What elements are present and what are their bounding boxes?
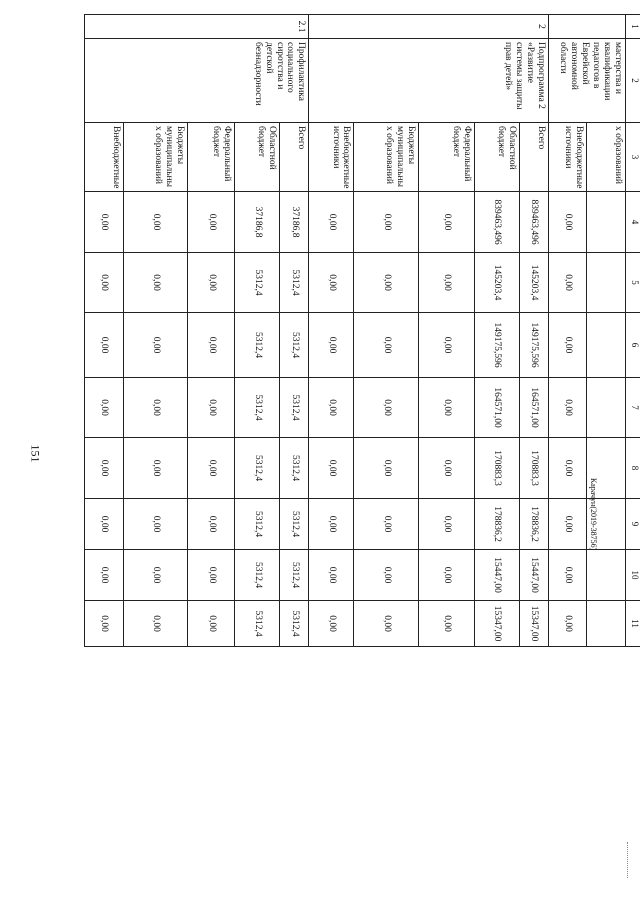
funding-source: Федеральный бюджет (418, 123, 474, 192)
page-number: 151 (28, 444, 43, 463)
value-cell: 0,00 (309, 313, 354, 378)
value-cell (587, 378, 626, 438)
value-cell: 0,00 (354, 192, 418, 253)
value-cell: 0,00 (548, 192, 587, 253)
margin-mark (627, 842, 630, 878)
column-header: 9 (626, 499, 640, 550)
value-cell: 170883,3 (474, 438, 519, 499)
value-cell: 5312,4 (280, 378, 309, 438)
value-cell: 0,00 (309, 438, 354, 499)
value-cell (587, 438, 626, 499)
value-cell: 0,00 (418, 499, 474, 550)
value-cell: 0,00 (309, 601, 354, 647)
value-cell: 15347,00 (519, 601, 548, 647)
value-cell: 0,00 (188, 378, 235, 438)
value-cell: 0,00 (309, 253, 354, 313)
value-cell: 15447,00 (519, 550, 548, 601)
value-cell: 149175,596 (474, 313, 519, 378)
funding-source: Областной бюджет (235, 123, 280, 192)
column-header: 4 (626, 192, 640, 253)
value-cell: 0,00 (418, 601, 474, 647)
column-header: 5 (626, 253, 640, 313)
value-cell: 0,00 (85, 378, 124, 438)
value-cell: 0,00 (188, 550, 235, 601)
value-cell: 0,00 (548, 550, 587, 601)
column-header: 2 (626, 39, 640, 123)
funding-source: Всего (519, 123, 548, 192)
value-cell: 170883,3 (519, 438, 548, 499)
value-cell: 0,00 (188, 192, 235, 253)
value-cell: 0,00 (354, 499, 418, 550)
value-cell: 178836,2 (519, 499, 548, 550)
funding-source: Внебюджетные источники (309, 123, 354, 192)
value-cell: 0,00 (188, 253, 235, 313)
value-cell (587, 253, 626, 313)
table-row (519, 15, 548, 647)
value-cell: 0,00 (354, 601, 418, 647)
value-cell: 0,00 (309, 550, 354, 601)
value-cell: 0,00 (354, 313, 418, 378)
side-note: Карачун(2019-38756) (589, 478, 598, 551)
header-row (626, 15, 640, 647)
column-header: 3 (626, 123, 640, 192)
value-cell: 5312,4 (235, 601, 280, 647)
funding-source: Федеральный бюджет (188, 123, 235, 192)
value-cell: 0,00 (548, 438, 587, 499)
row-index-cell (548, 15, 625, 39)
value-cell: 149175,596 (519, 313, 548, 378)
value-cell: 0,00 (548, 313, 587, 378)
value-cell: 0,00 (188, 601, 235, 647)
value-cell: 0,00 (123, 192, 187, 253)
value-cell: 0,00 (123, 253, 187, 313)
value-cell: 0,00 (354, 438, 418, 499)
value-cell: 0,00 (123, 550, 187, 601)
value-cell: 0,00 (548, 378, 587, 438)
value-cell: 0,00 (85, 192, 124, 253)
funding-source: Бюджеты муниципальны х образований (123, 123, 187, 192)
rotated-table-wrapper (84, 14, 640, 646)
row-index-cell: 2.1 (85, 15, 309, 39)
value-cell: 5312,4 (235, 499, 280, 550)
value-cell (587, 550, 626, 601)
value-cell: 0,00 (123, 601, 187, 647)
value-cell: 0,00 (85, 253, 124, 313)
column-header: 1 (626, 15, 640, 39)
value-cell: 37186,8 (235, 192, 280, 253)
row-index-cell: 2 (309, 15, 548, 39)
value-cell: 5312,4 (235, 438, 280, 499)
value-cell: 839463,496 (474, 192, 519, 253)
value-cell: 164571,00 (519, 378, 548, 438)
funding-source: Внебюджетные источники (548, 123, 587, 192)
value-cell: 0,00 (354, 550, 418, 601)
column-header: 7 (626, 378, 640, 438)
value-cell: 0,00 (309, 378, 354, 438)
value-cell: 5312,4 (235, 550, 280, 601)
column-header: 10 (626, 550, 640, 601)
value-cell (587, 499, 626, 550)
value-cell: 15347,00 (474, 601, 519, 647)
value-cell: 0,00 (123, 438, 187, 499)
value-cell (587, 313, 626, 378)
value-cell: 0,00 (85, 438, 124, 499)
value-cell: 145203,4 (474, 253, 519, 313)
column-header: 6 (626, 313, 640, 378)
measure-name: Профилактика социального сиротства и детской безнадзорности (85, 39, 309, 123)
value-cell: 0,00 (418, 192, 474, 253)
value-cell: 839463,496 (519, 192, 548, 253)
value-cell: 178836,2 (474, 499, 519, 550)
value-cell: 5312,4 (280, 550, 309, 601)
value-cell: 0,00 (418, 313, 474, 378)
table-row (280, 15, 309, 647)
value-cell: 0,00 (548, 499, 587, 550)
value-cell: 5312,4 (235, 378, 280, 438)
value-cell: 0,00 (309, 192, 354, 253)
value-cell: 15447,00 (474, 550, 519, 601)
value-cell: 0,00 (354, 378, 418, 438)
value-cell: 0,00 (85, 313, 124, 378)
budget-table (84, 14, 640, 647)
value-cell: 5312,4 (280, 253, 309, 313)
value-cell (587, 601, 626, 647)
value-cell: 0,00 (123, 313, 187, 378)
value-cell: 5312,4 (235, 253, 280, 313)
value-cell: 0,00 (85, 550, 124, 601)
value-cell: 0,00 (418, 550, 474, 601)
value-cell: 0,00 (85, 601, 124, 647)
value-cell: 0,00 (418, 378, 474, 438)
measure-name: Подпрограмма 2 «Развитие системы защиты прав детей» (309, 39, 548, 123)
table-row (587, 15, 626, 647)
column-header: 8 (626, 438, 640, 499)
funding-source: Всего (280, 123, 309, 192)
value-cell: 5312,4 (280, 438, 309, 499)
value-cell: 164571,00 (474, 378, 519, 438)
value-cell: 0,00 (123, 378, 187, 438)
measure-name: мастерства и квалификации педагогов в Еврейской автономной области (548, 39, 625, 123)
value-cell: 0,00 (354, 253, 418, 313)
funding-source: Областной бюджет (474, 123, 519, 192)
value-cell: 0,00 (548, 253, 587, 313)
value-cell: 5312,4 (280, 499, 309, 550)
value-cell: 0,00 (418, 438, 474, 499)
value-cell: 5312,4 (235, 313, 280, 378)
value-cell: 0,00 (188, 313, 235, 378)
value-cell: 0,00 (188, 499, 235, 550)
value-cell: 0,00 (85, 499, 124, 550)
value-cell: 0,00 (418, 253, 474, 313)
value-cell: 0,00 (188, 438, 235, 499)
value-cell: 0,00 (309, 499, 354, 550)
value-cell (587, 192, 626, 253)
column-header: 11 (626, 601, 640, 647)
value-cell: 5312,4 (280, 601, 309, 647)
funding-source: х образований (587, 123, 626, 192)
value-cell: 0,00 (548, 601, 587, 647)
funding-source: Бюджеты муниципальны х образований (354, 123, 418, 192)
value-cell: 145203,4 (519, 253, 548, 313)
funding-source: Внебюджетные (85, 123, 124, 192)
value-cell: 0,00 (123, 499, 187, 550)
value-cell: 5312,4 (280, 313, 309, 378)
value-cell: 37186,8 (280, 192, 309, 253)
